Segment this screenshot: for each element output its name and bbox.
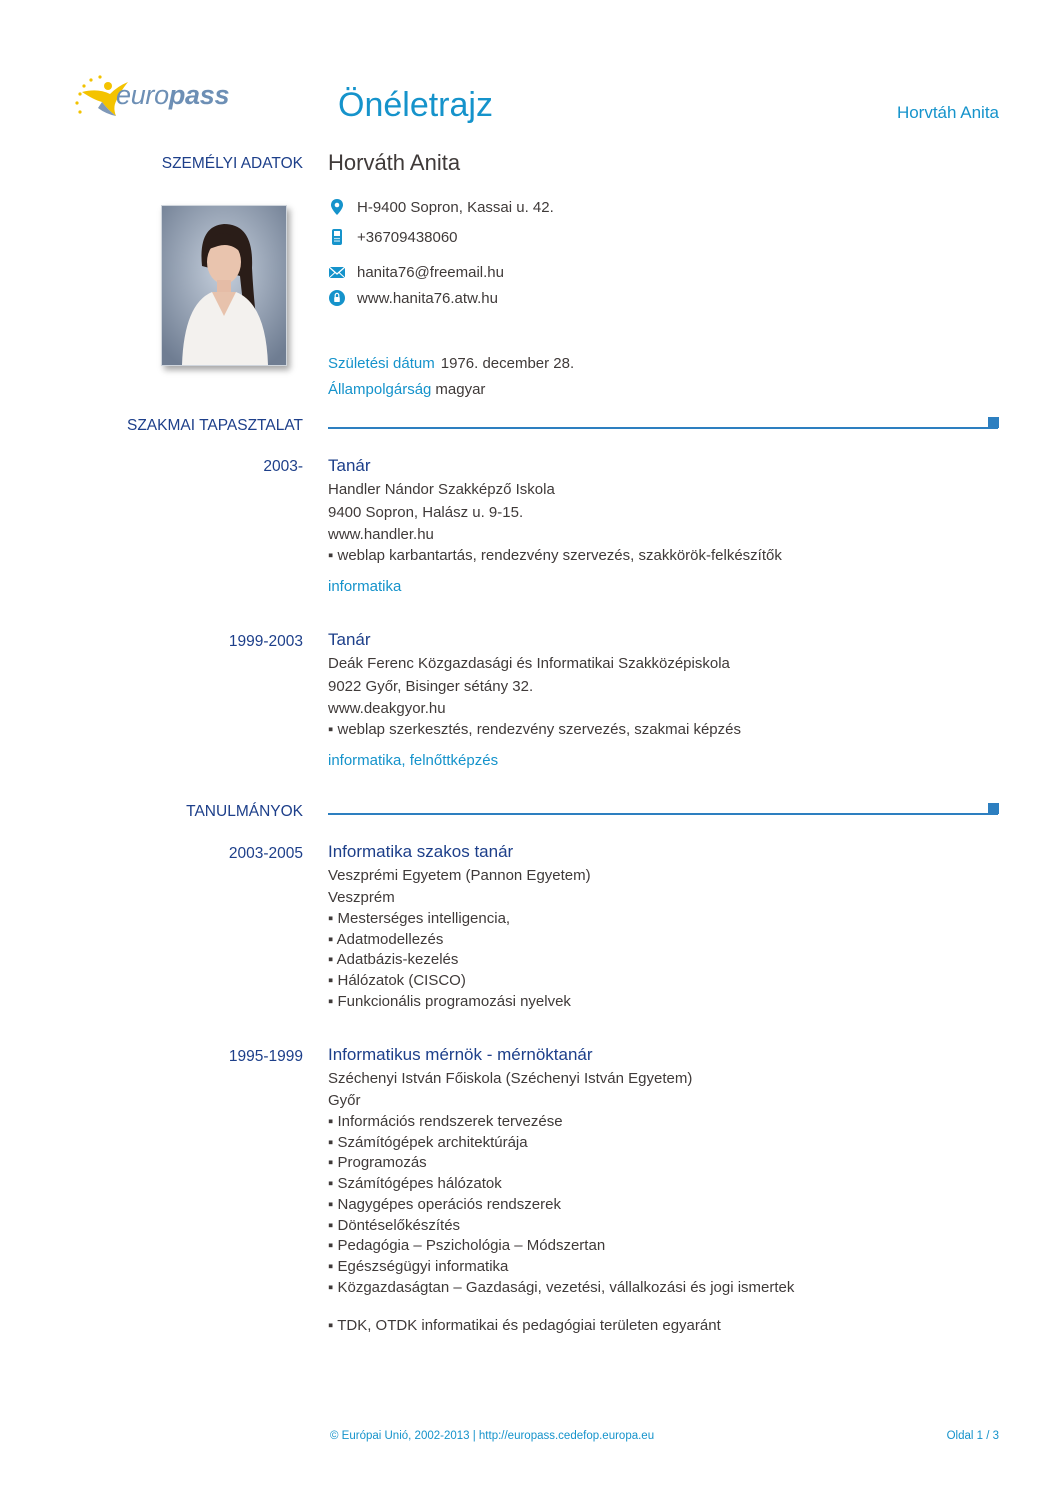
experience-entry <box>328 628 998 772</box>
birth-date-row <box>328 355 574 372</box>
institution-name: Veszprémi Egyetem (Pannon Egyetem) <box>328 867 591 884</box>
job-title: Tanár <box>328 456 371 475</box>
job-duties: ▪ weblap karbantartás, rendezvény szervezés, szakkörök-felkészítők <box>328 547 782 564</box>
footer-page-number: Oldal 1 / 3 <box>946 1430 999 1442</box>
nationality-value: magyar <box>435 381 486 398</box>
experience-dates: 1999-2003 <box>228 633 303 650</box>
subject-item: ▪ Számítógépes hálózatok <box>328 1175 502 1193</box>
subject-item: ▪ Pedagógia – Pszichológia – Módszertan <box>328 1237 606 1255</box>
employer-address: 9400 Sopron, Halász u. 9-15. <box>328 504 524 521</box>
institution-city: Veszprém <box>328 889 395 906</box>
subject-item: ▪ Döntéselőkészítés <box>328 1216 461 1234</box>
employer-address: 9022 Győr, Bisinger sétány 32. <box>328 678 534 695</box>
subject-item: ▪ Egészségügyi informatika <box>328 1257 509 1275</box>
subject-item: ▪ Adatbázis-kezelés <box>328 951 459 969</box>
contact-website[interactable] <box>328 287 498 309</box>
logo-word-light: euro <box>116 80 169 110</box>
header-name: Horvtáh Anita <box>896 103 999 122</box>
section-divider-square <box>988 417 999 428</box>
subject-item: ▪ Információs rendszerek tervezése <box>328 1113 563 1130</box>
subject-item: ▪ Mesterséges intelligencia, <box>328 910 511 927</box>
employer-name: Handler Nándor Szakképző Iskola <box>328 481 555 498</box>
job-duties: ▪ weblap szerkesztés, rendezvény szervezés, szakmai képzés <box>328 721 741 738</box>
section-divider <box>328 427 998 429</box>
subject-item: ▪ Közgazdaságtan – Gazdasági, vezetési, vállalkozási és jogi ismertek <box>328 1278 795 1296</box>
birth-date-label: Születési dátum <box>328 355 435 372</box>
birth-date-value: 1976. december 28. <box>440 355 575 372</box>
subject-item: ▪ Adatmodellezés <box>328 930 444 948</box>
address-text: H-9400 Sopron, Kassai u. 42. <box>357 198 554 216</box>
logo-word-bold: pass <box>168 80 230 110</box>
footer-copyright[interactable]: © Európai Unió, 2002-2013 | http://europass.cedefop.europa.eu <box>330 1430 655 1442</box>
education-entry <box>328 840 998 1013</box>
education-dates: 2003-2005 <box>228 845 303 862</box>
email-link[interactable]: hanita76@freemail.hu <box>357 263 504 281</box>
job-title: Tanár <box>328 630 371 649</box>
subject-item: ▪ Programozás <box>328 1154 427 1172</box>
contact-phone <box>328 226 458 248</box>
subject-item: ▪ Funkcionális programozási nyelvek <box>328 992 571 1010</box>
institution-name: Széchenyi István Főiskola (Széchenyi István Egyetem) <box>328 1070 693 1087</box>
website-link[interactable]: www.hanita76.atw.hu <box>357 289 498 307</box>
contact-email[interactable] <box>328 261 504 283</box>
envelope-icon <box>328 263 346 281</box>
nationality-row <box>328 381 485 398</box>
section-divider-square <box>988 803 999 814</box>
qualification-title: Informatika szakos tanár <box>328 842 514 861</box>
experience-entry <box>328 454 998 598</box>
education-dates: 1995-1999 <box>228 1048 303 1065</box>
subject-item: ▪ Hálózatok (CISCO) <box>328 972 466 990</box>
phone-text: +36709438060 <box>357 228 458 246</box>
additional-activity: ▪ TDK, OTDK informatikai és pedagógiai területen egyaránt <box>328 1317 721 1335</box>
section-divider <box>328 813 998 815</box>
employer-name: Deák Ferenc Közgazdasági és Informatikai Szakközépiskola <box>328 655 730 672</box>
employer-website[interactable]: www.deakgyor.hu <box>328 700 446 717</box>
section-label-education: TANULMÁNYOK <box>186 803 303 820</box>
job-sector: informatika, felnőttképzés <box>328 751 499 769</box>
person-name: Horváth Anita <box>328 150 461 175</box>
globe-icon <box>328 289 346 307</box>
employer-website[interactable]: www.handler.hu <box>328 526 434 543</box>
section-label-personal: SZEMÉLYI ADATOK <box>161 155 303 172</box>
qualification-title: Informatikus mérnök - mérnöktanár <box>328 1045 593 1064</box>
logo-wordmark <box>116 80 229 111</box>
job-sector: informatika <box>328 577 402 595</box>
education-entry <box>328 1043 998 1337</box>
experience-dates: 2003- <box>263 458 303 475</box>
contact-address <box>328 196 554 218</box>
location-pin-icon <box>328 198 346 216</box>
profile-photo <box>161 205 287 366</box>
mobile-phone-icon <box>328 228 346 246</box>
section-label-experience: SZAKMAI TAPASZTALAT <box>127 417 303 434</box>
subject-item: ▪ Nagygépes operációs rendszerek <box>328 1195 561 1213</box>
institution-city: Győr <box>328 1092 361 1109</box>
nationality-label: Állampolgárság <box>328 381 432 398</box>
subject-item: ▪ Számítógépek architektúrája <box>328 1133 528 1151</box>
document-title: Önéletrajz <box>338 86 493 124</box>
